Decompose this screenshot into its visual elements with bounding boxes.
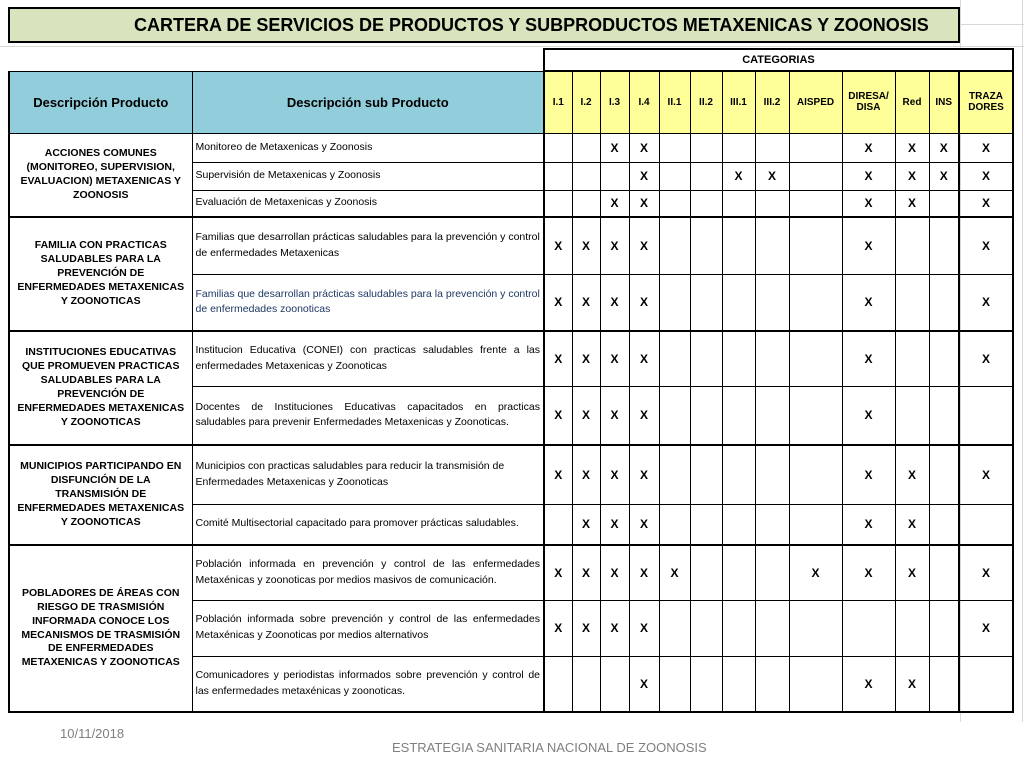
category-mark: X <box>842 331 895 386</box>
category-mark: X <box>544 274 572 331</box>
category-mark: X <box>629 274 659 331</box>
category-mark <box>572 162 600 190</box>
category-mark <box>659 445 690 504</box>
category-mark <box>690 274 722 331</box>
category-header-traza-dores: TRAZA DORES <box>959 71 1013 133</box>
category-mark <box>722 445 755 504</box>
category-mark: X <box>895 504 929 545</box>
product-description: POBLADORES DE ÁREAS CON RIESGO DE TRASMISIÓN INFORMADA CONOCE LOS MECANISMOS DE TRASMISIÓN DE ENFERMEDADES METAXENICAS Y ZOONOTICAS <box>9 545 192 712</box>
category-mark: X <box>842 133 895 162</box>
category-mark <box>895 217 929 274</box>
category-mark <box>659 386 690 445</box>
category-mark <box>929 504 959 545</box>
category-mark <box>929 190 959 217</box>
category-mark: X <box>629 656 659 712</box>
category-mark: X <box>572 445 600 504</box>
category-mark: X <box>842 274 895 331</box>
category-mark <box>789 162 842 190</box>
category-mark: X <box>544 545 572 600</box>
category-mark <box>895 600 929 656</box>
category-mark <box>722 600 755 656</box>
category-mark: X <box>895 162 929 190</box>
category-mark <box>929 386 959 445</box>
table-row <box>9 217 1013 274</box>
category-mark <box>929 274 959 331</box>
category-mark: X <box>895 445 929 504</box>
category-mark <box>789 504 842 545</box>
category-mark <box>659 217 690 274</box>
category-header-i-4: I.4 <box>629 71 659 133</box>
category-mark <box>659 504 690 545</box>
product-description: MUNICIPIOS PARTICIPANDO EN DISFUNCIÓN DE LA TRANSMISIÓN DE ENFERMEDADES METAXENICAS Y ZOONOTICAS <box>9 445 192 545</box>
category-mark <box>659 190 690 217</box>
category-mark: X <box>600 133 629 162</box>
category-mark <box>690 656 722 712</box>
category-mark: X <box>842 656 895 712</box>
product-description: FAMILIA CON PRACTICAS SALUDABLES PARA LA PREVENCIÓN DE ENFERMEDADES METAXENICAS Y ZOONOTICAS <box>9 217 192 331</box>
category-mark: X <box>572 331 600 386</box>
category-mark: X <box>895 133 929 162</box>
category-mark <box>789 217 842 274</box>
category-header-iii-2: III.2 <box>755 71 789 133</box>
category-mark: X <box>600 386 629 445</box>
category-mark: X <box>959 190 1013 217</box>
category-mark: X <box>722 162 755 190</box>
category-mark <box>755 331 789 386</box>
category-header-red: Red <box>895 71 929 133</box>
category-mark <box>544 162 572 190</box>
category-mark <box>722 274 755 331</box>
category-mark: X <box>544 331 572 386</box>
category-mark <box>544 656 572 712</box>
category-mark <box>600 656 629 712</box>
category-mark: X <box>600 445 629 504</box>
subproduct-description: Comunicadores y periodistas informados sobre prevención y control de las enfermedades metaxénicas y zoonoticas. <box>192 656 544 712</box>
category-mark <box>789 656 842 712</box>
category-mark <box>895 331 929 386</box>
category-mark <box>690 190 722 217</box>
category-mark <box>755 600 789 656</box>
category-mark <box>690 133 722 162</box>
category-mark: X <box>600 331 629 386</box>
category-mark: X <box>572 386 600 445</box>
category-mark: X <box>929 162 959 190</box>
table-row <box>9 545 1013 600</box>
category-mark <box>722 545 755 600</box>
category-mark: X <box>544 600 572 656</box>
category-mark <box>959 656 1013 712</box>
category-mark: X <box>959 545 1013 600</box>
category-mark: X <box>842 504 895 545</box>
category-mark: X <box>895 656 929 712</box>
category-mark <box>895 274 929 331</box>
category-mark: X <box>842 445 895 504</box>
footer-title: ESTRATEGIA SANITARIA NACIONAL DE ZOONOSIS <box>392 740 707 755</box>
category-mark <box>755 217 789 274</box>
category-mark: X <box>600 600 629 656</box>
category-mark: X <box>600 504 629 545</box>
category-mark <box>789 331 842 386</box>
category-mark: X <box>572 504 600 545</box>
category-header-i-1: I.1 <box>544 71 572 133</box>
services-table <box>8 48 1014 713</box>
category-mark <box>572 190 600 217</box>
category-mark: X <box>755 162 789 190</box>
product-description: ACCIONES COMUNES (MONITOREO, SUPERVISION, EVALUACION) METAXENICAS Y ZOONOSIS <box>9 133 192 217</box>
subproduct-column-header: Descripción sub Producto <box>192 71 544 133</box>
category-mark <box>929 217 959 274</box>
category-mark <box>929 545 959 600</box>
category-mark <box>755 504 789 545</box>
category-header-aisped: AISPED <box>789 71 842 133</box>
subproduct-description: Institucion Educativa (CONEI) con practicas saludables frente a las enfermedades Metaxenicas y Zoonoticas <box>192 331 544 386</box>
category-mark: X <box>959 133 1013 162</box>
subproduct-description: Población informada en prevención y control de las enfermedades Metaxénicas y zoonoticas por medios masivos de comunicación. <box>192 545 544 600</box>
category-mark <box>929 331 959 386</box>
category-mark: X <box>959 445 1013 504</box>
category-mark <box>659 600 690 656</box>
category-mark <box>572 133 600 162</box>
category-mark <box>659 162 690 190</box>
subproduct-description: Comité Multisectorial capacitado para promover prácticas saludables. <box>192 504 544 545</box>
category-mark <box>690 217 722 274</box>
category-mark <box>722 386 755 445</box>
category-mark <box>722 331 755 386</box>
category-mark <box>659 656 690 712</box>
category-mark <box>755 133 789 162</box>
category-mark <box>789 445 842 504</box>
sheet-gridline <box>960 24 1024 25</box>
category-mark <box>690 162 722 190</box>
category-header-diresa-disa: DIRESA/ DISA <box>842 71 895 133</box>
category-mark: X <box>544 445 572 504</box>
category-mark: X <box>544 217 572 274</box>
category-header-ins: INS <box>929 71 959 133</box>
sheet-gridline <box>1022 0 1023 722</box>
product-description: INSTITUCIONES EDUCATIVAS QUE PROMUEVEN PRACTICAS SALUDABLES PARA LA PREVENCIÓN DE ENFERMEDADES METAXENICAS Y ZOONOTICAS <box>9 331 192 445</box>
category-mark <box>959 504 1013 545</box>
category-mark <box>755 656 789 712</box>
category-mark <box>929 445 959 504</box>
category-mark <box>755 386 789 445</box>
category-mark <box>755 445 789 504</box>
category-header-ii-2: II.2 <box>690 71 722 133</box>
blank-cell <box>192 49 544 71</box>
category-mark: X <box>544 386 572 445</box>
subproduct-description: Familias que desarrollan prácticas saludables para la prevención y control de enfermedades Metaxenicas <box>192 217 544 274</box>
category-mark <box>544 133 572 162</box>
category-mark: X <box>600 274 629 331</box>
product-column-header: Descripción Producto <box>9 71 192 133</box>
table-row <box>9 331 1013 386</box>
categories-header: CATEGORIAS <box>544 49 1013 71</box>
category-mark <box>722 217 755 274</box>
category-mark <box>722 656 755 712</box>
category-mark <box>722 504 755 545</box>
table-row <box>9 133 1013 162</box>
category-mark: X <box>929 133 959 162</box>
category-mark <box>929 656 959 712</box>
category-mark: X <box>629 600 659 656</box>
subproduct-description: Evaluación de Metaxenicas y Zoonosis <box>192 190 544 217</box>
category-header-i-3: I.3 <box>600 71 629 133</box>
category-mark: X <box>629 545 659 600</box>
category-mark <box>690 445 722 504</box>
category-mark: X <box>659 545 690 600</box>
subproduct-description: Monitoreo de Metaxenicas y Zoonosis <box>192 133 544 162</box>
category-mark: X <box>842 190 895 217</box>
category-mark: X <box>629 445 659 504</box>
category-mark: X <box>629 162 659 190</box>
blank-cell <box>9 49 192 71</box>
category-mark <box>690 386 722 445</box>
category-mark <box>722 133 755 162</box>
category-mark: X <box>895 190 929 217</box>
category-mark <box>895 386 929 445</box>
category-mark <box>929 600 959 656</box>
category-mark <box>789 386 842 445</box>
table-row <box>9 445 1013 504</box>
category-header-i-2: I.2 <box>572 71 600 133</box>
category-mark <box>755 190 789 217</box>
category-mark: X <box>600 545 629 600</box>
category-mark: X <box>572 600 600 656</box>
category-mark <box>842 600 895 656</box>
category-mark: X <box>629 504 659 545</box>
footer-date: 10/11/2018 <box>60 726 125 741</box>
subproduct-description: Municipios con practicas saludables para reducir la transmisión de Enfermedades Metaxenicas y Zoonoticas <box>192 445 544 504</box>
category-mark <box>755 274 789 331</box>
category-mark: X <box>842 162 895 190</box>
category-mark <box>755 545 789 600</box>
category-mark <box>544 504 572 545</box>
category-mark: X <box>842 545 895 600</box>
category-mark: X <box>959 162 1013 190</box>
page-title: CARTERA DE SERVICIOS DE PRODUCTOS Y SUBPRODUCTOS METAXENICAS Y ZOONOSIS <box>8 7 960 43</box>
category-mark: X <box>842 386 895 445</box>
category-mark: X <box>600 217 629 274</box>
category-mark <box>600 162 629 190</box>
category-mark <box>789 133 842 162</box>
category-mark: X <box>572 217 600 274</box>
category-mark <box>690 504 722 545</box>
category-mark <box>659 133 690 162</box>
category-mark: X <box>842 217 895 274</box>
category-mark: X <box>572 274 600 331</box>
category-mark <box>789 600 842 656</box>
category-mark <box>690 600 722 656</box>
subproduct-description: Familias que desarrollan prácticas saludables para la prevención y control de enfermedades zoonoticas <box>192 274 544 331</box>
category-mark: X <box>629 386 659 445</box>
category-mark <box>722 190 755 217</box>
category-mark: X <box>959 331 1013 386</box>
category-mark: X <box>629 217 659 274</box>
subproduct-description: Supervisión de Metaxenicas y Zoonosis <box>192 162 544 190</box>
category-mark: X <box>629 331 659 386</box>
category-header-ii-1: II.1 <box>659 71 690 133</box>
category-mark: X <box>959 600 1013 656</box>
category-mark: X <box>959 274 1013 331</box>
category-mark: X <box>895 545 929 600</box>
category-mark: X <box>629 133 659 162</box>
category-mark <box>572 656 600 712</box>
category-mark: X <box>789 545 842 600</box>
sheet-gridline <box>0 46 1024 47</box>
category-mark <box>690 545 722 600</box>
category-mark: X <box>572 545 600 600</box>
category-mark: X <box>629 190 659 217</box>
category-mark <box>789 274 842 331</box>
category-header-iii-1: III.1 <box>722 71 755 133</box>
category-mark <box>544 190 572 217</box>
category-mark: X <box>600 190 629 217</box>
category-mark <box>789 190 842 217</box>
category-mark <box>659 331 690 386</box>
category-mark <box>659 274 690 331</box>
category-mark: X <box>959 217 1013 274</box>
subproduct-description: Población informada sobre prevención y control de las enfermedades Metaxénicas y Zoonoticas por medios alternativos <box>192 600 544 656</box>
category-mark <box>690 331 722 386</box>
category-mark <box>959 386 1013 445</box>
subproduct-description: Docentes de Instituciones Educativas capacitados en practicas saludables para prevenir Enfermedades Metaxenicas y Zoonoticas. <box>192 386 544 445</box>
